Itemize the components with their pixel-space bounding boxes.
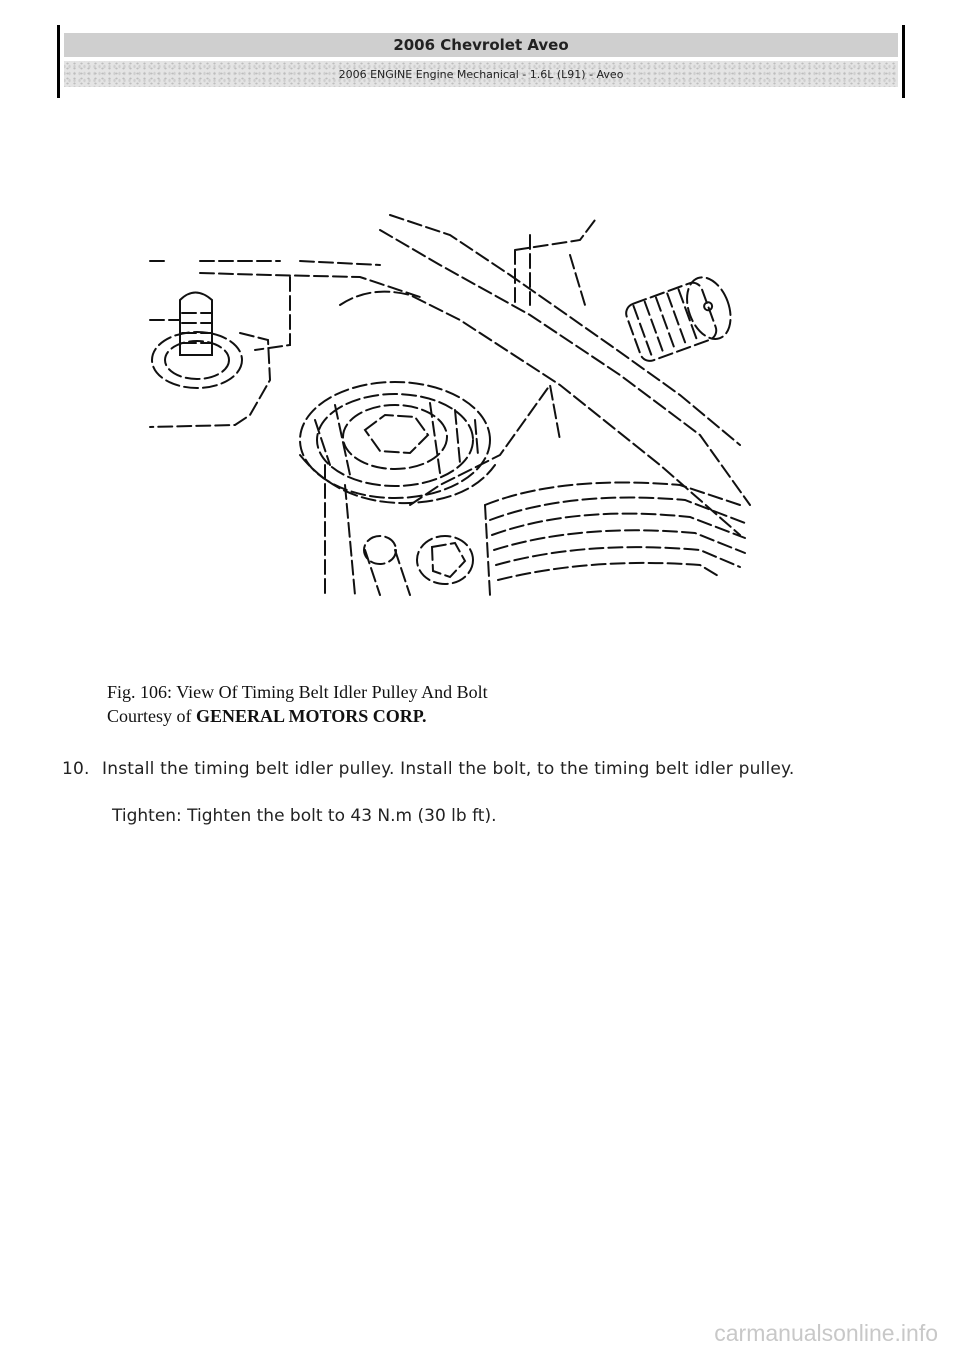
step-number: 10. — [62, 759, 90, 779]
courtesy-prefix: Courtesy of — [107, 706, 196, 726]
step-text: Install the timing belt idler pulley. Install the bolt, to the timing belt idler pulley. — [102, 759, 795, 779]
document-subtitle: 2006 ENGINE Engine Mechanical - 1.6L (L91) - Aveo — [64, 61, 898, 87]
torque-spec: Tighten: Tighten the bolt to 43 N.m (30 lb ft). — [112, 806, 497, 826]
procedure-step — [62, 758, 795, 780]
timing-belt-idler-pulley-icon — [140, 205, 760, 605]
courtesy-organization: GENERAL MOTORS CORP. — [196, 706, 427, 726]
page-header — [57, 25, 905, 98]
figure-courtesy — [107, 704, 488, 728]
figure-title: Fig. 106: View Of Timing Belt Idler Pulley And Bolt — [107, 682, 488, 702]
idler-pulley-figure — [140, 205, 760, 605]
document-title: 2006 Chevrolet Aveo — [64, 33, 898, 57]
watermark-logo: carmanualsonline.info — [714, 1320, 938, 1346]
figure-caption — [107, 680, 488, 728]
